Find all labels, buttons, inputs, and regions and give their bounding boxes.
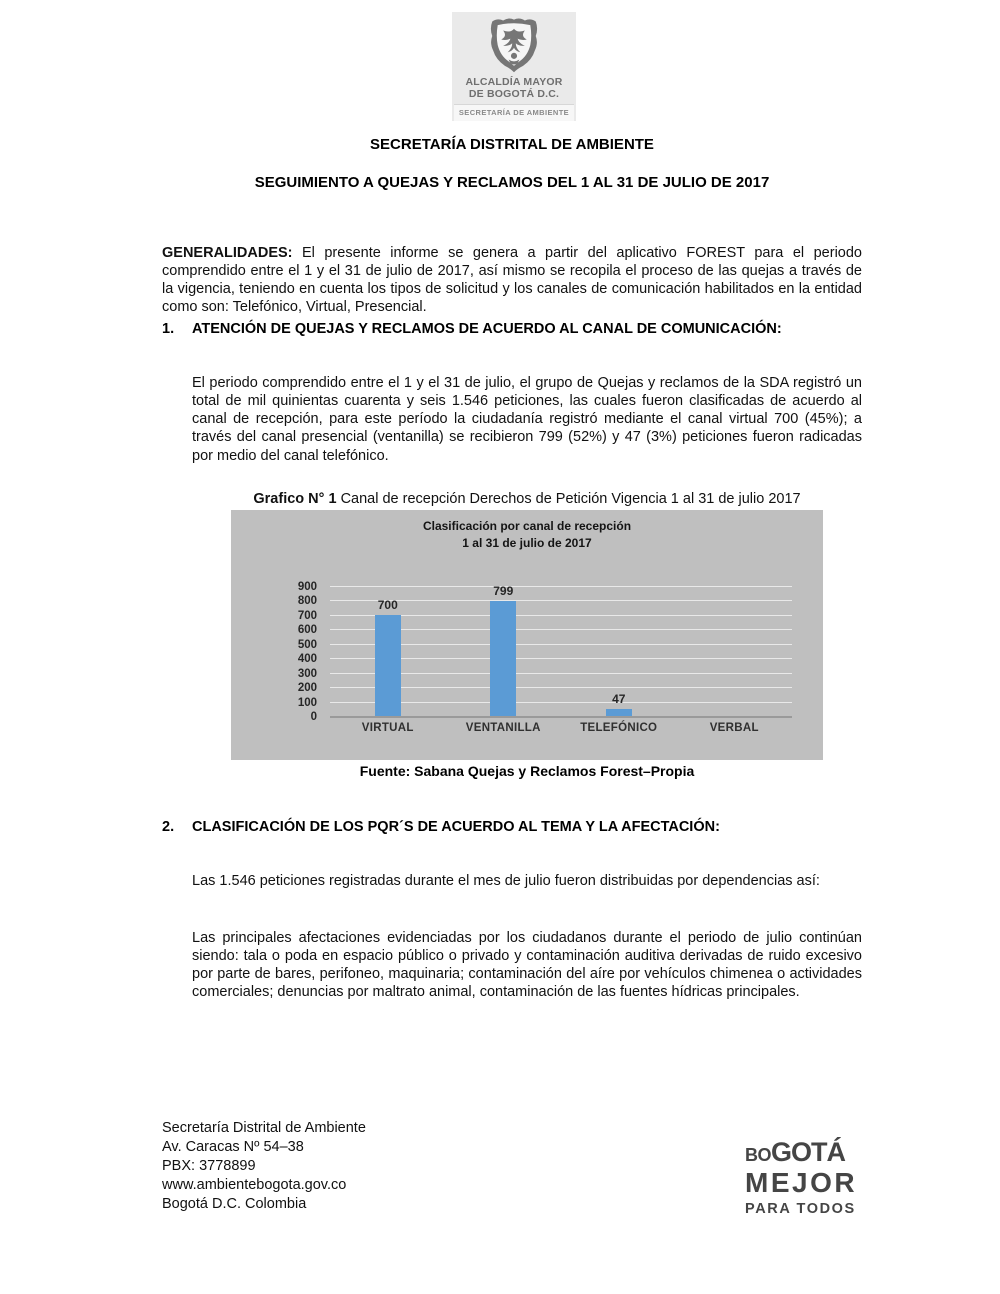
section1-paragraph: El periodo comprendido entre el 1 y el 31 de julio, el grupo de Quejas y reclamos de la SDA registró un total de mil quinientas cuarenta y seis 1.546 peticiones, las cuales fueron clasificadas de acuerdo al canal de recepción, para este período la ciudadanía registró mediante el canal virtual 700 (45%); a través del canal presencial (ventanilla) se recibieron 799 (52%) y 47 (3%) peticiones fueron radicadas por medio del canal telefónico. <box>192 374 862 464</box>
y-tick-label: 100 <box>297 696 317 709</box>
y-tick-label: 400 <box>297 653 317 666</box>
y-tick-label: 500 <box>297 638 317 651</box>
x-category-label: TELEFÓNICO <box>580 722 658 734</box>
logo-text-line3: SECRETARÍA DE AMBIENTE <box>454 104 574 121</box>
chart-x-axis <box>330 722 792 734</box>
section1-heading <box>162 321 862 337</box>
chart-caption <box>192 491 862 507</box>
y-tick-label: 0 <box>310 711 317 723</box>
brand-gota: GOTÁ <box>771 1137 845 1167</box>
chart-title <box>231 518 823 551</box>
intro-label: GENERALIDADES: <box>162 244 293 261</box>
section2-number: 2. <box>162 819 175 835</box>
y-tick-label: 700 <box>297 609 317 622</box>
x-category-label: VENTANILLA <box>465 722 541 734</box>
section2-paragraph1: Las 1.546 peticiones registradas durante el mes de julio fueron distribuidas por dependencias así: <box>192 872 820 889</box>
footer-entity-name: Secretaría Distrital de Ambiente <box>162 1120 366 1136</box>
alcaldia-logo <box>452 12 576 121</box>
bar-slot <box>561 586 677 716</box>
document-subtitle: SEGUIMIENTO A QUEJAS Y RECLAMOS DEL 1 AL 31 DE JULIO DE 2017 <box>254 174 770 191</box>
chart-source-note: Fuente: Sabana Quejas y Reclamos Forest–Propia <box>359 763 695 779</box>
section1-number: 1. <box>162 321 175 337</box>
chart-caption-text: Canal de recepción Derechos de Petición Vigencia 1 al 31 de julio 2017 <box>336 490 801 507</box>
bogota-crest-icon <box>486 16 542 74</box>
footer-website: www.ambientebogota.gov.co <box>162 1177 347 1193</box>
chart-title-line1: Clasificación por canal de recepción <box>422 519 632 533</box>
brand-line3: PARA TODOS <box>745 1201 856 1217</box>
logo-text-line1: ALCALDÍA MAYOR <box>465 76 563 88</box>
bar-telefónico <box>606 709 632 716</box>
intro-text: El presente informe se genera a partir del aplicativo FOREST para el periodo comprendido entre el 1 y el 31 de julio de 2017, así mismo se recopila el proceso de las quejas a través de la vigencia, teniendo en cuenta los tipos de solicitud y los canales de comunicación habilitados en la entidad como son: Telefónico, Virtual, Presencial. <box>162 244 862 316</box>
y-tick-label: 200 <box>297 682 317 695</box>
brand-bo: BO <box>745 1145 771 1165</box>
section1-heading-text: ATENCIÓN DE QUEJAS Y RECLAMOS DE ACUERDO AL CANAL DE COMUNICACIÓN: <box>192 321 782 337</box>
bar-virtual <box>375 615 401 716</box>
section2-heading <box>162 819 862 835</box>
chart-caption-label: Grafico N° 1 <box>253 490 337 507</box>
y-tick-label: 900 <box>297 581 317 593</box>
bar-slot <box>330 586 446 716</box>
footer-address-block <box>162 1119 366 1214</box>
y-tick-label: 800 <box>297 595 317 608</box>
intro-paragraph <box>162 244 862 317</box>
brand-line1 <box>745 1139 879 1166</box>
bar-slot <box>677 586 793 716</box>
document-title: SECRETARÍA DISTRITAL DE AMBIENTE <box>370 136 654 153</box>
bar-slot <box>446 583 562 716</box>
section2-heading-text: CLASIFICACIÓN DE LOS PQR´S DE ACUERDO AL TEMA Y LA AFECTACIÓN: <box>192 819 720 835</box>
section2-paragraph2: Las principales afectaciones evidenciadas por los ciudadanos durante el periodo de julio continúan siendo: tala o poda en espacio público o privado y contaminación auditiva derivadas de ruido excesivo por parte de bares, perifoneo, maquinaria; contaminación del aíre por vehículos chimenea o actividades comerciales; denuncias por maltrato animal, contaminación de las fuentes hídricas principales. <box>192 929 862 1001</box>
chart-y-axis <box>231 581 323 723</box>
bar-value-label: 47 <box>612 692 626 707</box>
chart-plot <box>330 583 792 718</box>
bar-value-label: 799 <box>493 583 514 598</box>
x-category-label: VERBAL <box>709 722 759 734</box>
x-category-label: VIRTUAL <box>361 722 414 734</box>
footer-address: Av. Caracas Nº 54–38 <box>162 1139 304 1155</box>
chart-title-line2: 1 al 31 de julio de 2017 <box>462 535 592 550</box>
logo-text-line2: DE BOGOTÁ D.C. <box>468 88 560 100</box>
brand-line2: MEJOR <box>745 1167 858 1198</box>
bar-value-label: 700 <box>377 597 398 612</box>
bogota-mejor-logo <box>745 1139 879 1217</box>
y-tick-label: 300 <box>297 667 317 680</box>
y-tick-label: 600 <box>297 624 317 637</box>
footer-city: Bogotá D.C. Colombia <box>162 1196 307 1212</box>
footer-pbx: PBX: 3778899 <box>162 1158 256 1174</box>
bar-ventanilla <box>490 601 516 716</box>
bar-chart <box>231 510 823 760</box>
